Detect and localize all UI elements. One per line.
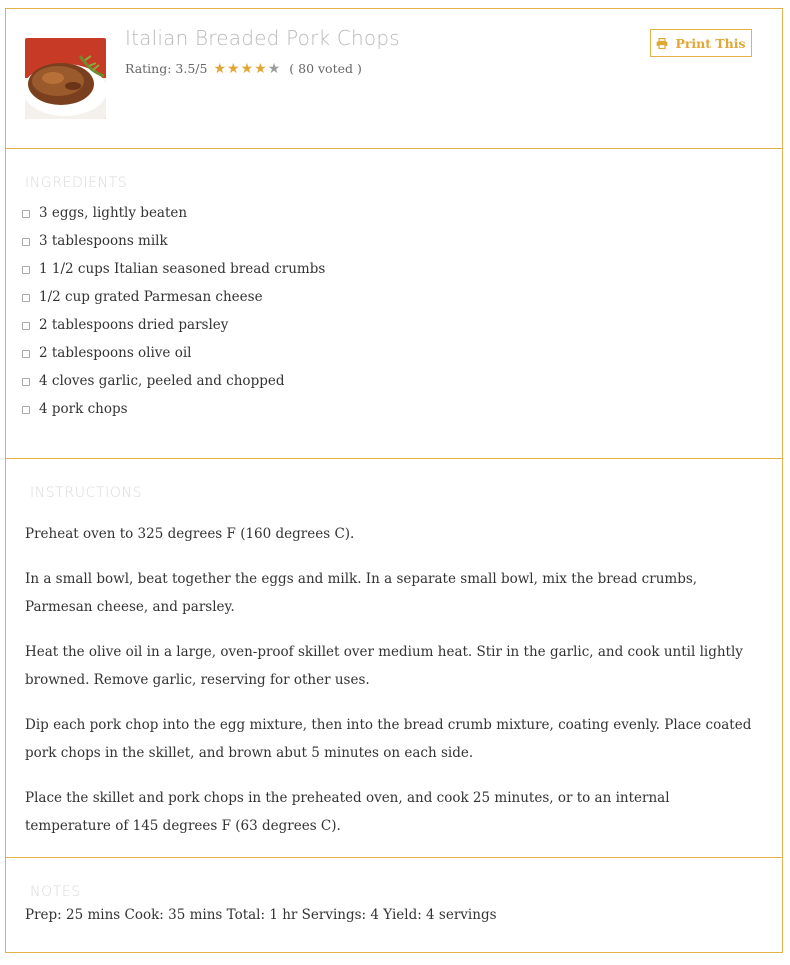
star-filled-icon: ★ <box>227 60 240 77</box>
ingredients-list <box>22 199 325 423</box>
ingredient-item <box>22 283 325 311</box>
notes-heading: NOTES <box>30 884 81 900</box>
ingredient-text: 4 cloves garlic, peeled and chopped <box>39 373 285 389</box>
ingredient-text: 2 tablespoons dried parsley <box>39 317 229 333</box>
printer-icon <box>656 38 668 49</box>
notes-text: Prep: 25 mins Cook: 35 mins Total: 1 hr Servings: 4 Yield: 4 servings <box>25 907 497 923</box>
ingredient-text: 3 tablespoons milk <box>39 233 168 249</box>
star-empty-icon: ★ <box>267 60 281 77</box>
ingredient-text: 4 pork chops <box>39 401 128 417</box>
square-bullet-icon <box>22 350 30 358</box>
square-bullet-icon <box>22 266 30 274</box>
divider <box>5 857 783 858</box>
ingredient-text: 2 tablespoons olive oil <box>39 345 192 361</box>
square-bullet-icon <box>22 294 30 302</box>
ingredient-item <box>22 395 325 423</box>
rating-stars <box>213 62 281 76</box>
square-bullet-icon <box>22 322 30 330</box>
rating-row <box>125 61 362 76</box>
ingredient-text: 1/2 cup grated Parmesan cheese <box>39 289 263 305</box>
square-bullet-icon <box>22 238 30 246</box>
ingredient-item <box>22 339 325 367</box>
square-bullet-icon <box>22 378 30 386</box>
ingredient-item <box>22 367 325 395</box>
ingredient-item <box>22 311 325 339</box>
ingredient-item <box>22 199 325 227</box>
instructions-heading: INSTRUCTIONS <box>30 485 143 501</box>
ingredient-text: 1 1/2 cups Italian seasoned bread crumbs <box>39 261 326 277</box>
print-button-label: Print This <box>675 35 746 51</box>
food-photo-icon <box>25 38 106 119</box>
square-bullet-icon <box>22 210 30 218</box>
divider <box>5 458 783 459</box>
instruction-step: Preheat oven to 325 degrees F (160 degrees C). <box>25 526 355 542</box>
instruction-step: Dip each pork chop into the egg mixture, then into the bread crumb mixture, coating evenly. Place coated pork chops in the skillet, and brown abut 5 minutes on each side. <box>25 717 752 761</box>
star-filled-icon: ★ <box>240 60 254 77</box>
ingredient-item <box>22 227 325 255</box>
divider <box>5 148 783 149</box>
instruction-step: Heat the olive oil in a large, oven-proof skillet over medium heat. Stir in the garlic, and cook until lightly browned. Remove garlic, reserving for other uses. <box>25 644 743 688</box>
instruction-step: Place the skillet and pork chops in the preheated oven, and cook 25 minutes, or to an internal temperature of 145 degrees F (63 degrees C). <box>25 790 670 834</box>
ingredient-text: 3 eggs, lightly beaten <box>39 205 188 221</box>
vote-count: ( 80 voted ) <box>289 61 362 76</box>
square-bullet-icon <box>22 406 30 414</box>
star-filled-icon: ★ <box>213 60 227 77</box>
recipe-title: Italian Breaded Pork Chops <box>125 26 400 50</box>
instruction-step: In a small bowl, beat together the eggs and milk. In a separate small bowl, mix the bread crumbs, Parmesan cheese, and parsley. <box>25 571 698 615</box>
recipe-thumbnail <box>25 38 106 119</box>
ingredients-heading: INGREDIENTS <box>25 175 128 191</box>
star-filled-icon: ★ <box>254 60 267 77</box>
print-button[interactable] <box>650 29 752 57</box>
ingredient-item <box>22 255 325 283</box>
rating-label: Rating: 3.5/5 <box>125 61 208 76</box>
